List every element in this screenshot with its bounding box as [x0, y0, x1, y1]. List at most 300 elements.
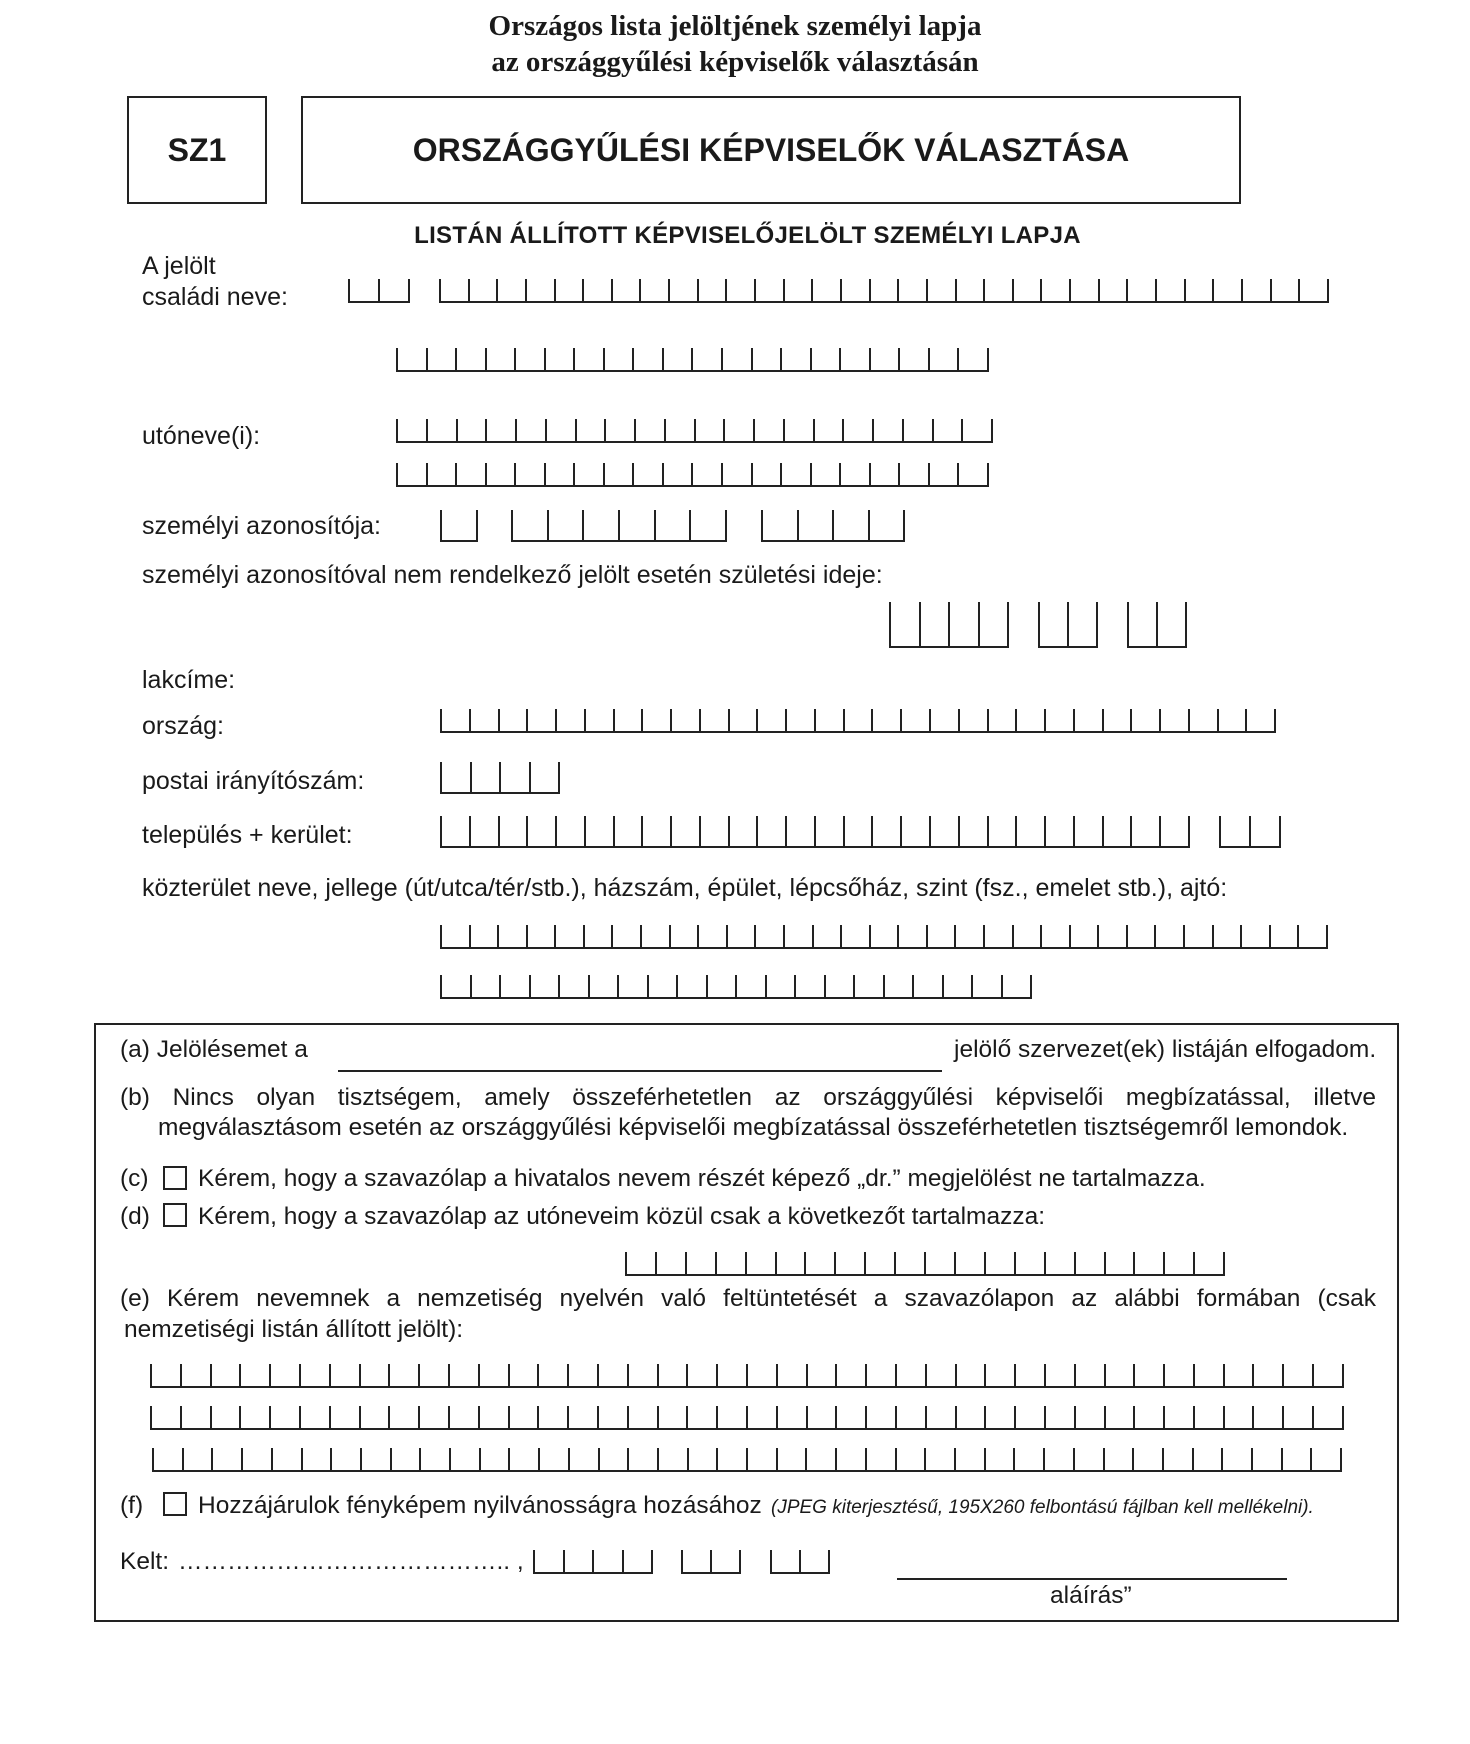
char-cell[interactable] — [727, 279, 756, 301]
kelt-place-dots[interactable]: ………………………………….. , — [178, 1548, 524, 1575]
char-cell[interactable] — [1040, 602, 1069, 646]
char-cell[interactable] — [1132, 709, 1161, 731]
char-cell[interactable] — [301, 1364, 331, 1386]
char-cell[interactable] — [801, 1550, 830, 1572]
char-cell[interactable] — [758, 709, 787, 731]
char-cell[interactable] — [985, 925, 1014, 947]
char-cell[interactable] — [428, 419, 458, 441]
char-cell[interactable] — [586, 709, 615, 731]
char-cell[interactable] — [1225, 1406, 1255, 1428]
char-cell[interactable] — [1071, 925, 1100, 947]
char-cell[interactable] — [584, 279, 613, 301]
char-cell[interactable] — [772, 1550, 801, 1572]
char-cell[interactable] — [500, 816, 529, 846]
char-cell[interactable] — [556, 279, 585, 301]
char-cell[interactable] — [747, 1252, 777, 1274]
char-cell[interactable] — [390, 1364, 420, 1386]
char-cell[interactable] — [816, 816, 845, 846]
char-cell[interactable] — [785, 419, 815, 441]
char-cell[interactable] — [1300, 279, 1329, 301]
char-cell[interactable] — [1242, 925, 1271, 947]
char-cell[interactable] — [730, 816, 759, 846]
char-cell[interactable] — [842, 925, 871, 947]
char-cell[interactable] — [442, 510, 478, 540]
char-cell[interactable] — [956, 1448, 986, 1470]
family-name-field-line2[interactable] — [396, 348, 989, 372]
char-cell[interactable] — [957, 1406, 987, 1428]
char-cell[interactable] — [837, 1448, 867, 1470]
char-cell[interactable] — [1128, 925, 1157, 947]
char-cell[interactable] — [753, 348, 783, 370]
char-cell[interactable] — [1225, 1364, 1255, 1386]
char-cell[interactable] — [902, 709, 931, 731]
given-names-field-line2[interactable] — [396, 463, 989, 487]
family-name-prefix-field[interactable] — [348, 279, 410, 303]
dr-omit-checkbox[interactable] — [163, 1166, 187, 1190]
char-cell[interactable] — [896, 1252, 926, 1274]
char-cell[interactable] — [902, 816, 931, 846]
char-cell[interactable] — [712, 1550, 741, 1572]
char-cell[interactable] — [152, 1406, 182, 1428]
char-cell[interactable] — [748, 1406, 778, 1428]
char-cell[interactable] — [960, 816, 989, 846]
char-cell[interactable] — [816, 709, 845, 731]
char-cell[interactable] — [664, 348, 694, 370]
char-cell[interactable] — [664, 463, 694, 485]
char-cell[interactable] — [870, 510, 906, 540]
char-cell[interactable] — [885, 975, 915, 997]
char-cell[interactable] — [642, 925, 671, 947]
char-cell[interactable] — [1247, 709, 1276, 731]
char-cell[interactable] — [1046, 1364, 1076, 1386]
char-cell[interactable] — [1164, 1448, 1194, 1470]
char-cell[interactable] — [897, 1406, 927, 1428]
char-cell[interactable] — [213, 1448, 243, 1470]
char-cell[interactable] — [457, 463, 487, 485]
char-cell[interactable] — [897, 1448, 927, 1470]
char-cell[interactable] — [1003, 975, 1033, 997]
char-cell[interactable] — [1312, 1448, 1342, 1470]
char-cell[interactable] — [565, 1550, 595, 1572]
char-cell[interactable] — [973, 975, 1003, 997]
char-cell[interactable] — [956, 1252, 986, 1274]
char-cell[interactable] — [899, 279, 928, 301]
selected-given-name-field[interactable] — [625, 1252, 1225, 1276]
char-cell[interactable] — [914, 975, 944, 997]
char-cell[interactable] — [556, 925, 585, 947]
personal-id-field-2[interactable] — [511, 510, 727, 542]
char-cell[interactable] — [866, 1252, 896, 1274]
char-cell[interactable] — [501, 762, 531, 792]
char-cell[interactable] — [728, 925, 757, 947]
char-cell[interactable] — [273, 1448, 303, 1470]
char-cell[interactable] — [1014, 279, 1043, 301]
char-cell[interactable] — [457, 348, 487, 370]
char-cell[interactable] — [182, 1406, 212, 1428]
char-cell[interactable] — [785, 925, 814, 947]
char-cell[interactable] — [392, 1448, 422, 1470]
char-cell[interactable] — [873, 709, 902, 731]
char-cell[interactable] — [499, 925, 528, 947]
char-cell[interactable] — [528, 816, 557, 846]
char-cell[interactable] — [498, 279, 527, 301]
char-cell[interactable] — [590, 975, 620, 997]
char-cell[interactable] — [950, 602, 980, 646]
char-cell[interactable] — [619, 975, 649, 997]
char-cell[interactable] — [871, 348, 901, 370]
char-cell[interactable] — [472, 762, 502, 792]
char-cell[interactable] — [718, 1364, 748, 1386]
char-cell[interactable] — [1161, 816, 1190, 846]
char-cell[interactable] — [531, 975, 561, 997]
char-cell[interactable] — [442, 975, 472, 997]
char-cell[interactable] — [547, 419, 577, 441]
char-cell[interactable] — [1076, 1252, 1106, 1274]
char-cell[interactable] — [928, 279, 957, 301]
char-cell[interactable] — [659, 1406, 689, 1428]
char-cell[interactable] — [629, 1364, 659, 1386]
char-cell[interactable] — [1190, 709, 1219, 731]
char-cell[interactable] — [900, 348, 930, 370]
char-cell[interactable] — [1099, 925, 1128, 947]
district-field[interactable] — [1219, 816, 1281, 848]
char-cell[interactable] — [599, 1406, 629, 1428]
char-cell[interactable] — [1100, 279, 1129, 301]
char-cell[interactable] — [516, 463, 546, 485]
char-cell[interactable] — [778, 1364, 808, 1386]
char-cell[interactable] — [420, 1364, 450, 1386]
char-cell[interactable] — [1221, 816, 1251, 846]
char-cell[interactable] — [657, 1252, 687, 1274]
family-name-field[interactable] — [439, 279, 1329, 303]
char-cell[interactable] — [528, 709, 557, 731]
char-cell[interactable] — [836, 1252, 866, 1274]
signature-line[interactable] — [897, 1578, 1287, 1580]
char-cell[interactable] — [796, 975, 826, 997]
char-cell[interactable] — [428, 463, 458, 485]
char-cell[interactable] — [1283, 1448, 1313, 1470]
char-cell[interactable] — [643, 816, 672, 846]
char-cell[interactable] — [737, 975, 767, 997]
birth-day-field[interactable] — [1127, 602, 1187, 648]
char-cell[interactable] — [501, 975, 531, 997]
char-cell[interactable] — [1314, 1364, 1344, 1386]
char-cell[interactable] — [689, 1448, 719, 1470]
char-cell[interactable] — [577, 419, 607, 441]
char-cell[interactable] — [1129, 602, 1158, 646]
char-cell[interactable] — [841, 348, 871, 370]
char-cell[interactable] — [606, 419, 636, 441]
char-cell[interactable] — [241, 1364, 271, 1386]
char-cell[interactable] — [787, 709, 816, 731]
char-cell[interactable] — [1223, 1448, 1253, 1470]
char-cell[interactable] — [1016, 1252, 1046, 1274]
char-cell[interactable] — [442, 762, 472, 792]
char-cell[interactable] — [899, 925, 928, 947]
char-cell[interactable] — [782, 463, 812, 485]
char-cell[interactable] — [575, 348, 605, 370]
char-cell[interactable] — [442, 925, 471, 947]
char-cell[interactable] — [1016, 1364, 1046, 1386]
char-cell[interactable] — [717, 1252, 747, 1274]
char-cell[interactable] — [812, 348, 842, 370]
char-cell[interactable] — [897, 1364, 927, 1386]
char-cell[interactable] — [1156, 925, 1185, 947]
char-cell[interactable] — [620, 510, 656, 540]
char-cell[interactable] — [659, 1364, 689, 1386]
postal-code-field[interactable] — [440, 762, 560, 794]
char-cell[interactable] — [1128, 279, 1157, 301]
char-cell[interactable] — [513, 510, 549, 540]
char-cell[interactable] — [152, 1364, 182, 1386]
char-cell[interactable] — [1284, 1364, 1314, 1386]
char-cell[interactable] — [421, 1448, 451, 1470]
char-cell[interactable] — [1299, 925, 1328, 947]
char-cell[interactable] — [398, 348, 428, 370]
char-cell[interactable] — [480, 1364, 510, 1386]
char-cell[interactable] — [510, 1448, 540, 1470]
char-cell[interactable] — [1046, 709, 1075, 731]
char-cell[interactable] — [480, 1406, 510, 1428]
char-cell[interactable] — [672, 709, 701, 731]
char-cell[interactable] — [1046, 1252, 1076, 1274]
char-cell[interactable] — [539, 1406, 569, 1428]
char-cell[interactable] — [756, 279, 785, 301]
char-cell[interactable] — [442, 816, 471, 846]
char-cell[interactable] — [154, 1448, 184, 1470]
char-cell[interactable] — [758, 816, 787, 846]
char-cell[interactable] — [546, 348, 576, 370]
char-cell[interactable] — [487, 348, 517, 370]
char-cell[interactable] — [1135, 1406, 1165, 1428]
street-field-line1[interactable] — [440, 925, 1328, 949]
char-cell[interactable] — [212, 1364, 242, 1386]
char-cell[interactable] — [927, 1364, 957, 1386]
char-cell[interactable] — [959, 348, 989, 370]
char-cell[interactable] — [928, 925, 957, 947]
char-cell[interactable] — [481, 1448, 511, 1470]
char-cell[interactable] — [1042, 279, 1071, 301]
nationality-name-field-line1[interactable] — [150, 1364, 1344, 1388]
char-cell[interactable] — [755, 419, 785, 441]
char-cell[interactable] — [693, 463, 723, 485]
char-cell[interactable] — [855, 975, 885, 997]
char-cell[interactable] — [701, 709, 730, 731]
char-cell[interactable] — [874, 419, 904, 441]
char-cell[interactable] — [957, 279, 986, 301]
char-cell[interactable] — [540, 1448, 570, 1470]
char-cell[interactable] — [1253, 1448, 1283, 1470]
char-cell[interactable] — [867, 1406, 897, 1428]
char-cell[interactable] — [813, 279, 842, 301]
char-cell[interactable] — [1254, 1406, 1284, 1428]
char-cell[interactable] — [699, 925, 728, 947]
char-cell[interactable] — [361, 1406, 391, 1428]
char-cell[interactable] — [557, 816, 586, 846]
char-cell[interactable] — [985, 279, 1014, 301]
char-cell[interactable] — [441, 279, 470, 301]
char-cell[interactable] — [708, 975, 738, 997]
char-cell[interactable] — [927, 1406, 957, 1428]
char-cell[interactable] — [549, 510, 585, 540]
char-cell[interactable] — [271, 1406, 301, 1428]
char-cell[interactable] — [785, 279, 814, 301]
char-cell[interactable] — [963, 419, 993, 441]
char-cell[interactable] — [1195, 1252, 1225, 1274]
char-cell[interactable] — [184, 1448, 214, 1470]
char-cell[interactable] — [753, 463, 783, 485]
char-cell[interactable] — [634, 348, 664, 370]
char-cell[interactable] — [361, 1364, 391, 1386]
char-cell[interactable] — [763, 510, 799, 540]
char-cell[interactable] — [891, 602, 921, 646]
single-given-name-checkbox[interactable] — [163, 1203, 187, 1227]
char-cell[interactable] — [350, 279, 380, 301]
char-cell[interactable] — [516, 348, 546, 370]
char-cell[interactable] — [594, 1550, 624, 1572]
char-cell[interactable] — [1214, 925, 1243, 947]
char-cell[interactable] — [718, 1406, 748, 1428]
char-cell[interactable] — [989, 709, 1018, 731]
char-cell[interactable] — [1194, 1448, 1224, 1470]
photo-consent-checkbox[interactable] — [163, 1492, 187, 1516]
char-cell[interactable] — [873, 816, 902, 846]
char-cell[interactable] — [243, 1448, 273, 1470]
char-cell[interactable] — [1016, 1406, 1046, 1428]
char-cell[interactable] — [1284, 1406, 1314, 1428]
char-cell[interactable] — [1104, 709, 1133, 731]
char-cell[interactable] — [1014, 925, 1043, 947]
char-cell[interactable] — [904, 419, 934, 441]
char-cell[interactable] — [1135, 1252, 1165, 1274]
char-cell[interactable] — [510, 1364, 540, 1386]
char-cell[interactable] — [701, 816, 730, 846]
char-cell[interactable] — [487, 419, 517, 441]
char-cell[interactable] — [1017, 709, 1046, 731]
char-cell[interactable] — [723, 348, 753, 370]
char-cell[interactable] — [212, 1406, 242, 1428]
char-cell[interactable] — [442, 709, 471, 731]
char-cell[interactable] — [546, 463, 576, 485]
char-cell[interactable] — [624, 1550, 654, 1572]
char-cell[interactable] — [500, 709, 529, 731]
char-cell[interactable] — [1314, 1406, 1344, 1428]
char-cell[interactable] — [1214, 279, 1243, 301]
char-cell[interactable] — [926, 1252, 956, 1274]
char-cell[interactable] — [934, 419, 964, 441]
char-cell[interactable] — [696, 419, 726, 441]
char-cell[interactable] — [331, 1364, 361, 1386]
char-cell[interactable] — [693, 348, 723, 370]
char-cell[interactable] — [450, 1406, 480, 1428]
char-cell[interactable] — [241, 1406, 271, 1428]
char-cell[interactable] — [332, 1448, 362, 1470]
char-cell[interactable] — [756, 925, 785, 947]
char-cell[interactable] — [687, 1252, 717, 1274]
char-cell[interactable] — [634, 463, 664, 485]
char-cell[interactable] — [1076, 1406, 1106, 1428]
char-cell[interactable] — [1075, 709, 1104, 731]
char-cell[interactable] — [303, 1448, 333, 1470]
char-cell[interactable] — [1185, 925, 1214, 947]
char-cell[interactable] — [1045, 1448, 1075, 1470]
char-cell[interactable] — [871, 925, 900, 947]
char-cell[interactable] — [782, 348, 812, 370]
char-cell[interactable] — [471, 709, 500, 731]
char-cell[interactable] — [560, 975, 590, 997]
char-cell[interactable] — [1015, 1448, 1045, 1470]
char-cell[interactable] — [1165, 1406, 1195, 1428]
char-cell[interactable] — [815, 419, 845, 441]
char-cell[interactable] — [510, 1406, 540, 1428]
char-cell[interactable] — [1046, 1406, 1076, 1428]
char-cell[interactable] — [826, 975, 856, 997]
char-cell[interactable] — [1106, 1364, 1136, 1386]
char-cell[interactable] — [1161, 709, 1190, 731]
char-cell[interactable] — [517, 419, 547, 441]
char-cell[interactable] — [1165, 1252, 1195, 1274]
char-cell[interactable] — [1157, 279, 1186, 301]
char-cell[interactable] — [1104, 816, 1133, 846]
char-cell[interactable] — [1046, 816, 1075, 846]
char-cell[interactable] — [605, 463, 635, 485]
char-cell[interactable] — [659, 1448, 689, 1470]
char-cell[interactable] — [636, 419, 666, 441]
char-cell[interactable] — [931, 709, 960, 731]
char-cell[interactable] — [615, 709, 644, 731]
char-cell[interactable] — [748, 1364, 778, 1386]
char-cell[interactable] — [539, 1364, 569, 1386]
char-cell[interactable] — [921, 602, 951, 646]
given-names-field-line1[interactable] — [396, 419, 993, 443]
char-cell[interactable] — [627, 1252, 657, 1274]
char-cell[interactable] — [678, 975, 708, 997]
char-cell[interactable] — [845, 709, 874, 731]
char-cell[interactable] — [926, 1448, 956, 1470]
char-cell[interactable] — [1105, 1448, 1135, 1470]
street-field-line2[interactable] — [440, 975, 1032, 999]
char-cell[interactable] — [182, 1364, 212, 1386]
char-cell[interactable] — [1017, 816, 1046, 846]
char-cell[interactable] — [487, 463, 517, 485]
kelt-day-field[interactable] — [770, 1550, 830, 1574]
char-cell[interactable] — [900, 463, 930, 485]
char-cell[interactable] — [814, 925, 843, 947]
nominating-organisation-line[interactable] — [338, 1070, 942, 1072]
char-cell[interactable] — [420, 1406, 450, 1428]
char-cell[interactable] — [808, 1406, 838, 1428]
char-cell[interactable] — [600, 1448, 630, 1470]
char-cell[interactable] — [699, 279, 728, 301]
char-cell[interactable] — [362, 1448, 392, 1470]
char-cell[interactable] — [989, 816, 1018, 846]
char-cell[interactable] — [1195, 1364, 1225, 1386]
birth-month-field[interactable] — [1038, 602, 1098, 648]
char-cell[interactable] — [1071, 279, 1100, 301]
char-cell[interactable] — [748, 1448, 778, 1470]
char-cell[interactable] — [725, 419, 755, 441]
char-cell[interactable] — [1042, 925, 1071, 947]
char-cell[interactable] — [959, 463, 989, 485]
char-cell[interactable] — [986, 1406, 1016, 1428]
char-cell[interactable] — [718, 1448, 748, 1470]
char-cell[interactable] — [613, 279, 642, 301]
char-cell[interactable] — [569, 1406, 599, 1428]
char-cell[interactable] — [1106, 1406, 1136, 1428]
char-cell[interactable] — [986, 1252, 1016, 1274]
char-cell[interactable] — [599, 1364, 629, 1386]
char-cell[interactable] — [688, 1364, 718, 1386]
